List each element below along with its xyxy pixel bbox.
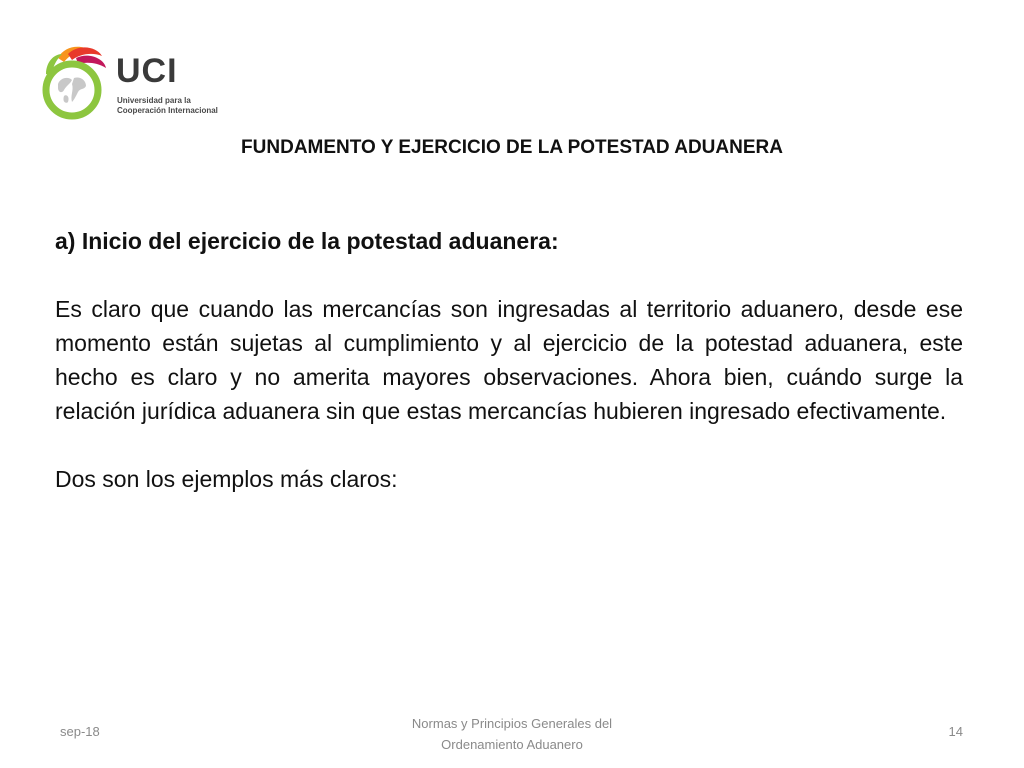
footer-title-line: Ordenamiento Aduanero xyxy=(441,737,583,752)
subheading: a) Inicio del ejercicio de la potestad aduanera: xyxy=(55,228,559,254)
page-number: 14 xyxy=(948,724,963,739)
footer-date: sep-18 xyxy=(60,724,100,739)
slide-body xyxy=(55,224,963,496)
logo-name: UCI xyxy=(116,52,178,90)
uci-logo-emblem-icon xyxy=(40,44,112,128)
body-paragraph: Es claro que cuando las mercancías son ingresadas al territorio aduanero, desde ese momento están sujetas al cumplimiento y al ejercicio de la potestad aduanera, este hecho es claro y no amerita mayores observaciones. Ahora bien, cuándo surge la relación jurídica aduanera sin que estas mercancías hubieren ingresado efectivamente. xyxy=(55,296,963,424)
logo-subtitle-line: Universidad para la xyxy=(117,96,191,105)
uci-logo xyxy=(40,44,220,128)
slide-title: FUNDAMENTO Y EJERCICIO DE LA POTESTAD ADUANERA xyxy=(241,137,783,158)
logo-subtitle xyxy=(117,96,227,116)
footer-title-line: Normas y Principios Generales del xyxy=(411,716,613,731)
footer-title xyxy=(362,713,662,755)
logo-subtitle-line: Cooperación Internacional xyxy=(117,106,218,115)
closing-line: Dos son los ejemplos más claros: xyxy=(55,466,398,492)
